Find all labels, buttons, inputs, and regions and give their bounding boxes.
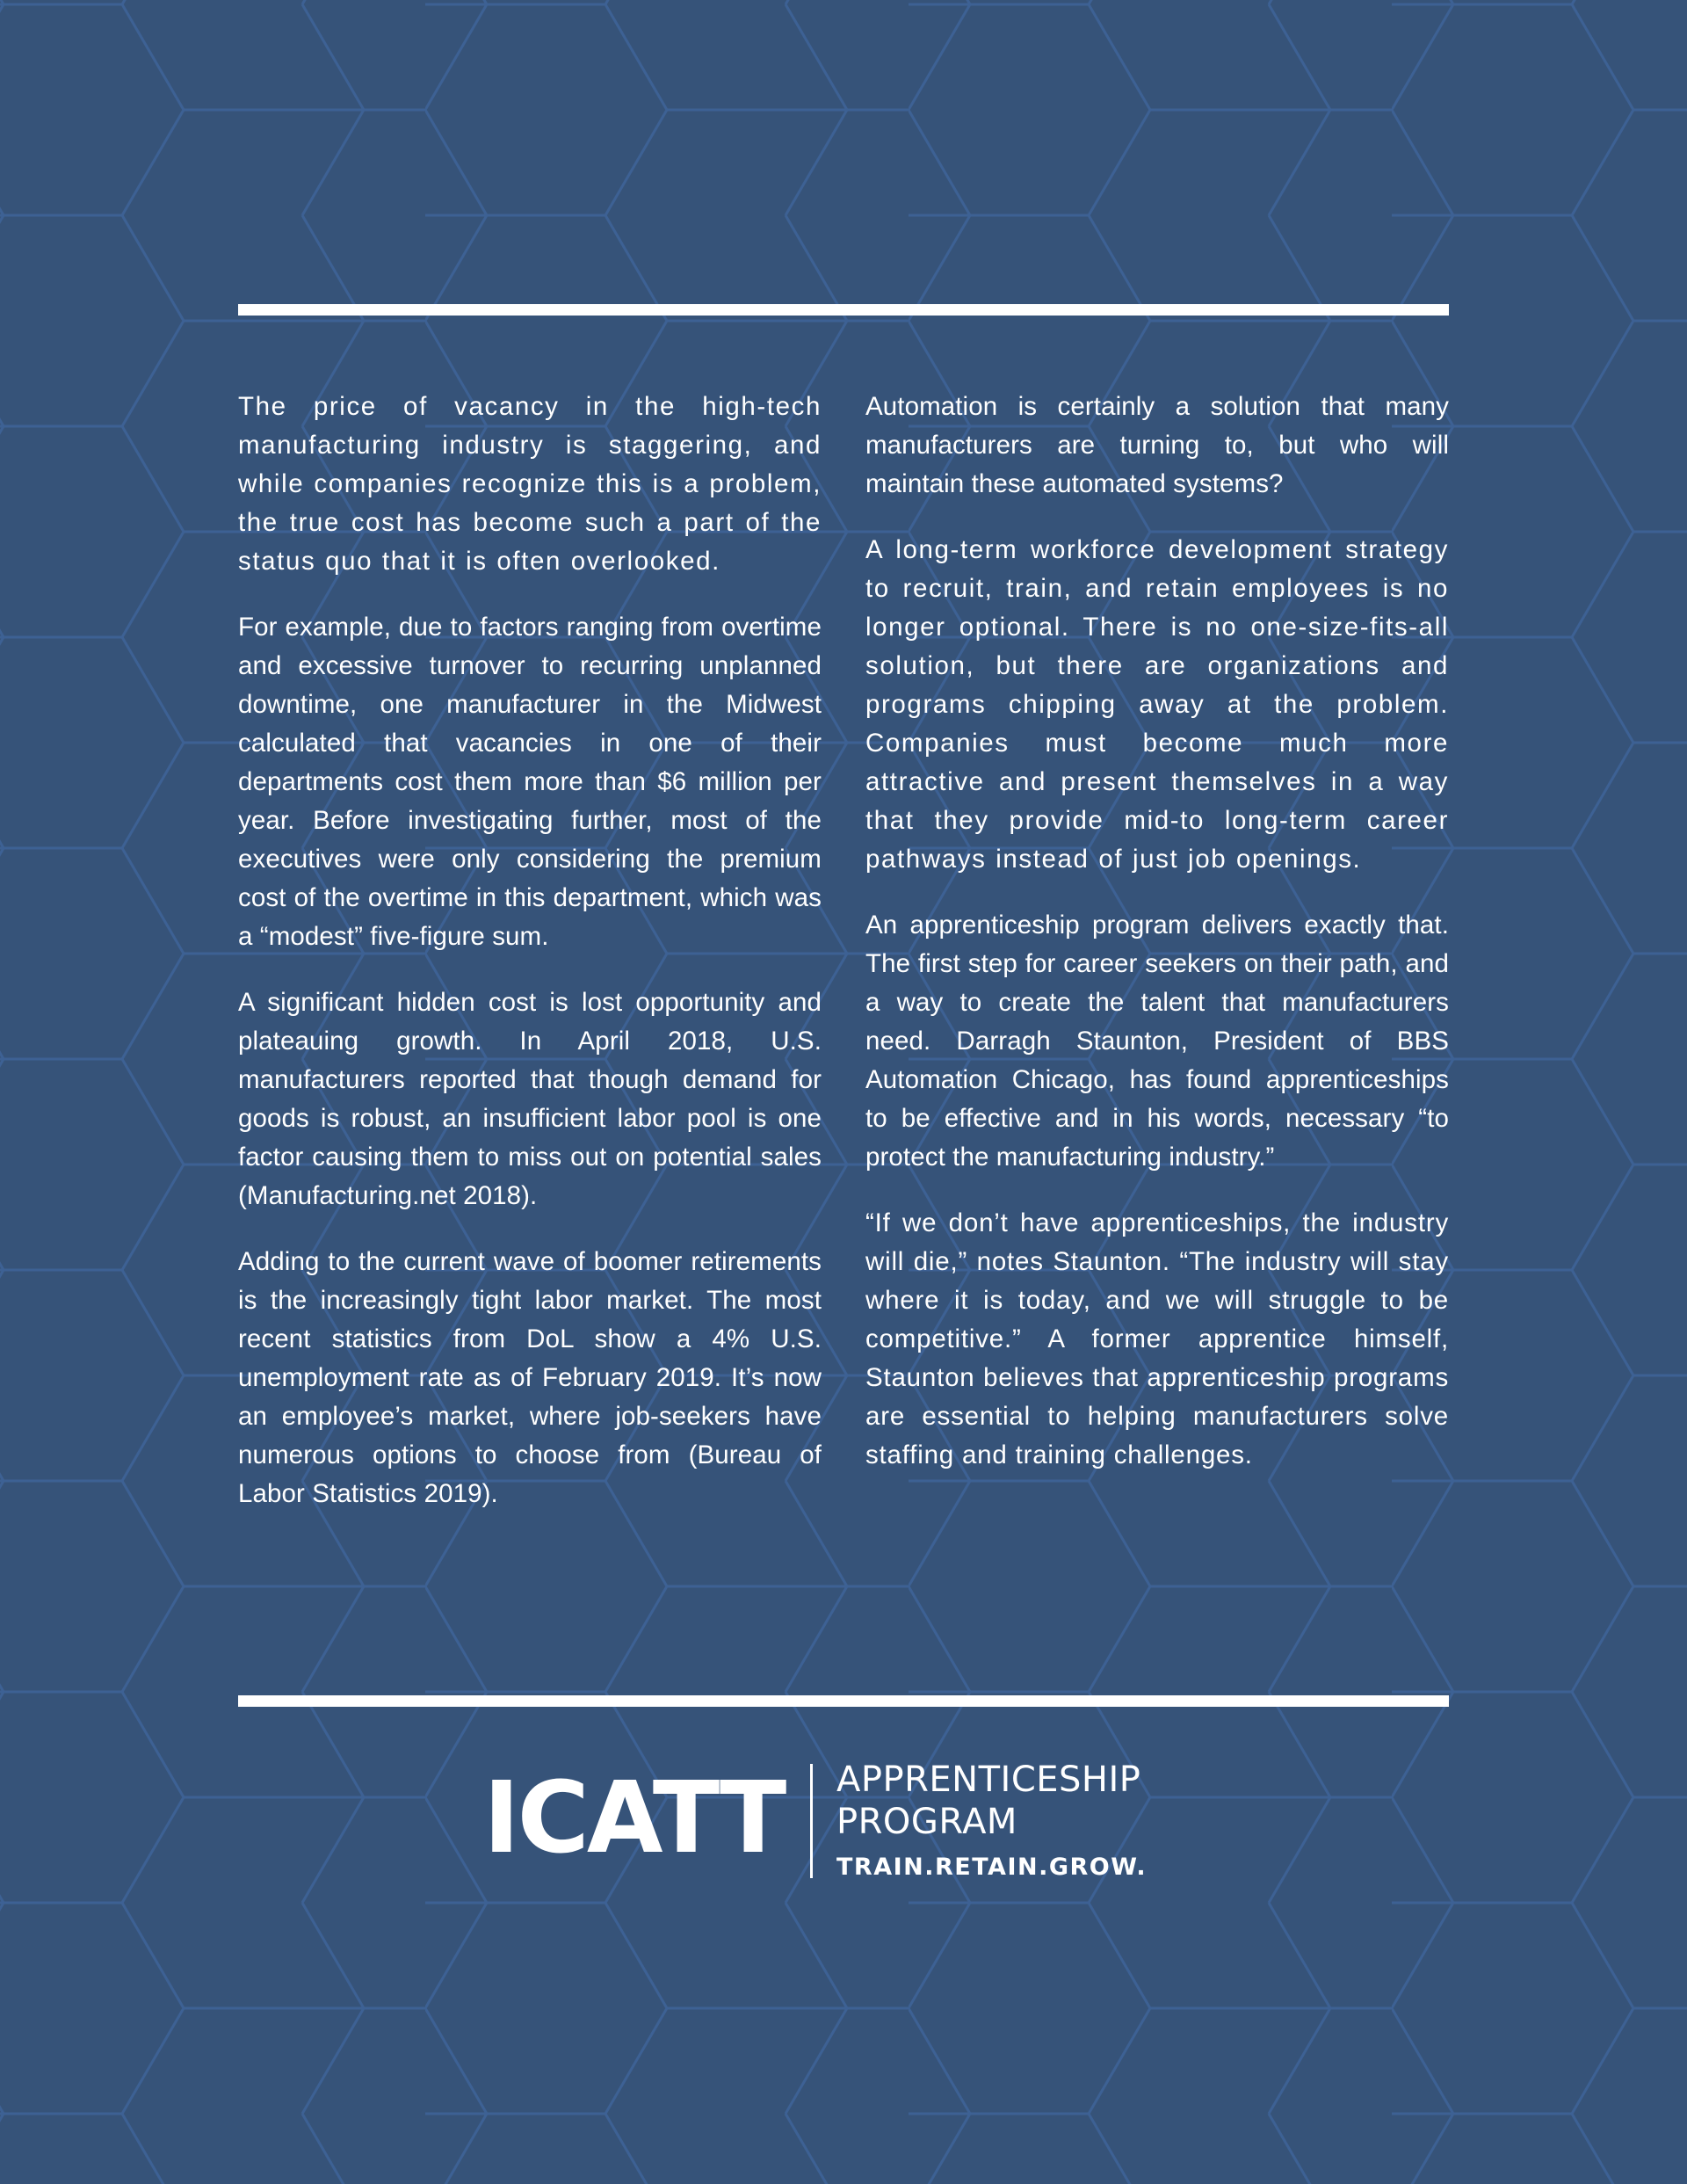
- top-divider-rule: [238, 304, 1449, 316]
- paragraph-apprenticeship-program: An apprenticeship program delivers exactly that. The first step for career seekers on their path, and a way to create the talent that manufacturers need. Darragh Staunton, President of BBS Automation Chicago, has found apprenticeships to be effective and in his words, necessary “to protect the manufacturing industry.”: [865, 911, 1449, 1172]
- paragraph-workforce-strategy: A long-term workforce development strategy to recruit, train, and retain employees is no longer optional. There is no one-size-fits-all solution, but there are organizations and programs chipping away at the problem. Companies must become much more attractive and present themselves in a way that they provide mid-to long-term career pathways instead of just job openings.: [865, 535, 1449, 874]
- logo-text-block: [836, 1759, 1147, 1882]
- paragraph-midwest-example: For example, due to factors ranging from overtime and excessive turnover to recurring unplanned downtime, one manufacturer in the Midwest calculated that vacancies in one of their departments cost them more than $6 million per year. Before investigating further, most of the executives were only considering the premium cost of the overtime in this department, which was a “modest” five-figure sum.: [238, 613, 822, 951]
- paragraph-labor-market: Adding to the current wave of boomer retirements is the increasingly tight labor market. The most recent statistics from DoL show a 4% U.S. unemployment rate as of February 2019. It’s now an employee’s market, where job-seekers have numerous options to choose from (Bureau of Labor Statistics 2019).: [238, 1247, 822, 1508]
- paragraph-hidden-cost: A significant hidden cost is lost opportunity and plateauing growth. In April 2018, U.S. manufacturers reported that though demand for goods is robust, an insufficient labor pool is one factor causing them to miss out on potential sales (Manufacturing.net 2018).: [238, 988, 822, 1210]
- paragraph-vacancy-cost: The price of vacancy in the high-tech manufacturing industry is staggering, and while companies recognize this is a problem, the true cost has become such a part of the status quo that it is often overlooked.: [238, 392, 822, 576]
- paragraph-automation: Automation is certainly a solution that many manufacturers are turning to, but who will maintain these automated systems?: [865, 392, 1449, 498]
- icatt-wordmark: ICATT: [483, 1761, 785, 1876]
- logo-line-program: PROGRAM: [836, 1802, 1017, 1842]
- article-column-left: [238, 388, 822, 1541]
- article-column-right: [865, 388, 1449, 1502]
- bottom-divider-rule: [238, 1695, 1449, 1707]
- logo-tagline: TRAIN.RETAIN.GROW.: [836, 1854, 1148, 1881]
- logo-vertical-divider: [810, 1764, 813, 1878]
- logo-line-apprenticeship: APPRENTICESHIP: [836, 1760, 1141, 1800]
- paragraph-staunton-quote: “If we don’t have apprenticeships, the industry will die,” notes Staunton. “The industry will stay where it is today, and we will struggle to be competitive.” A former apprentice himself, Staunton believes that apprenticeship programs are essential to helping manufacturers solve staffing and training challenges.: [865, 1208, 1449, 1469]
